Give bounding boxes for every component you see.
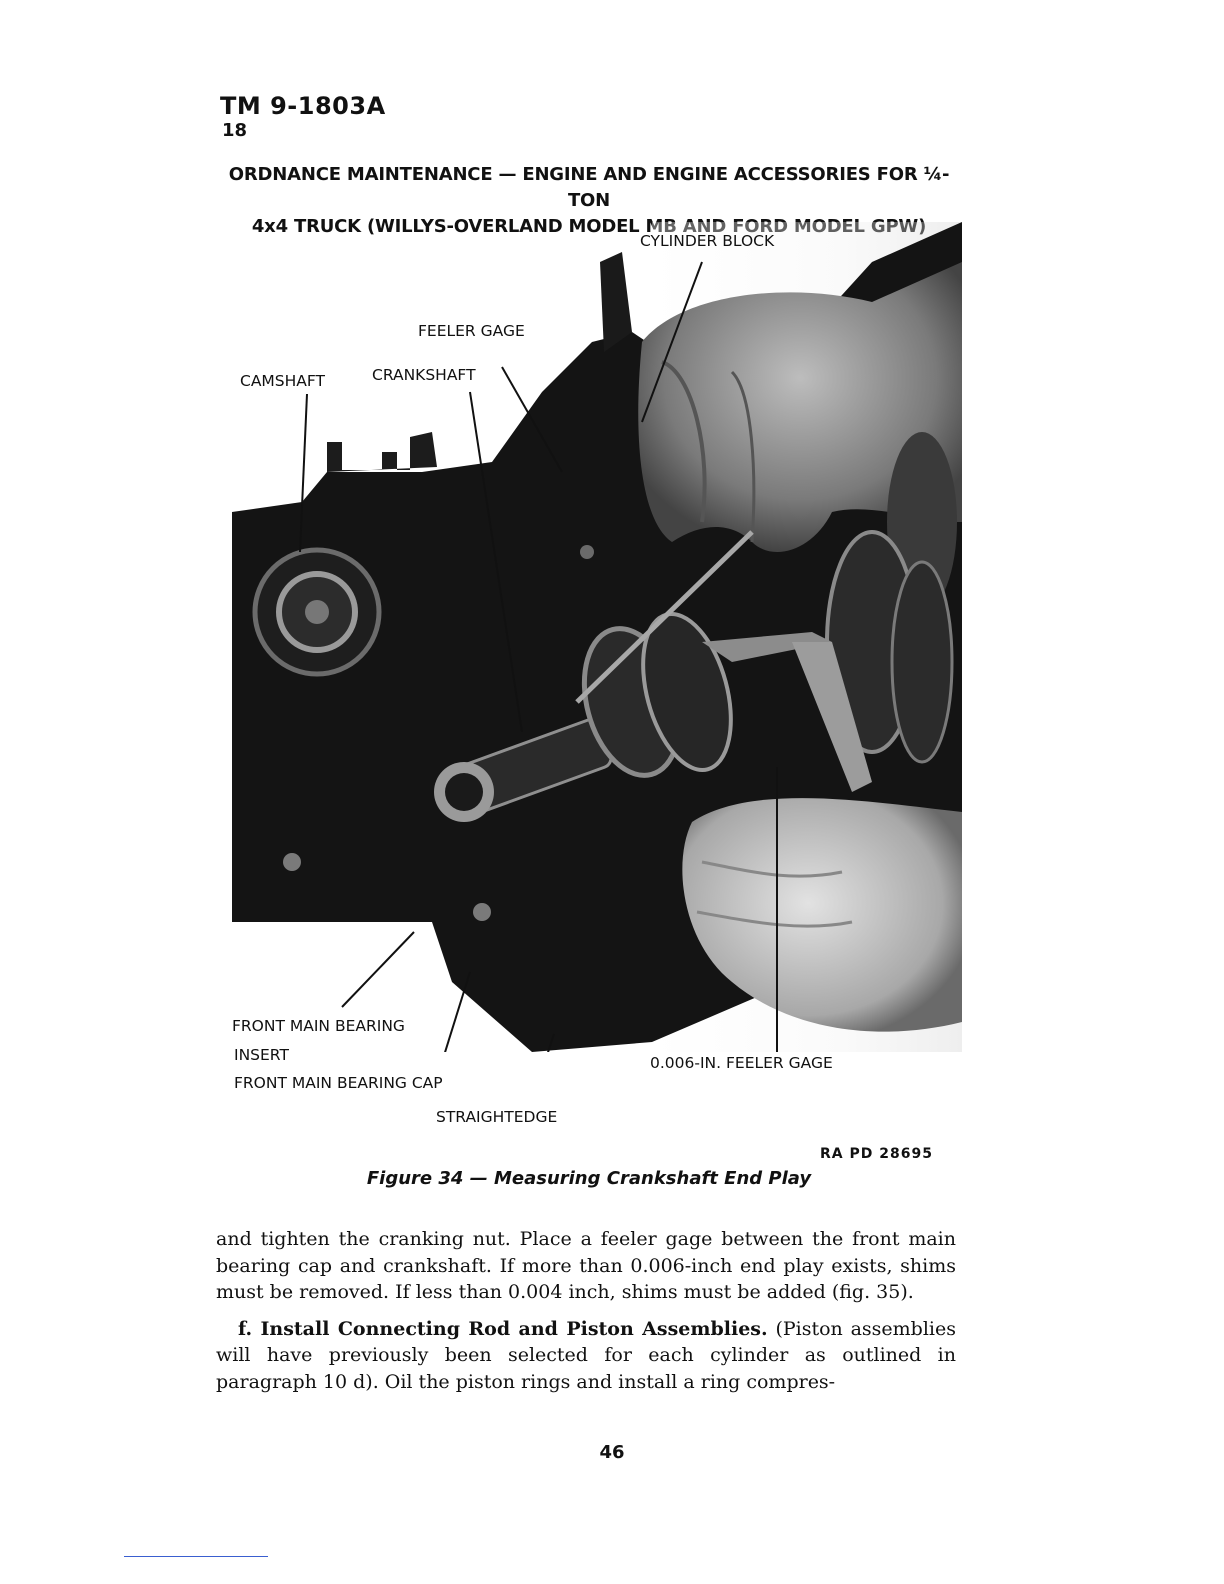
callout-cylinder-block: CYLINDER BLOCK bbox=[640, 232, 775, 250]
heading-line-2: 4x4 TRUCK (WILLYS-OVERLAND MODEL MB AND FORD MODEL GPW) bbox=[251, 216, 927, 237]
ra-number: RA PD 28695 bbox=[820, 1146, 933, 1162]
callout-insert: INSERT bbox=[234, 1046, 289, 1064]
body-paragraph-2 bbox=[216, 1316, 956, 1396]
paragraph-number: 18 bbox=[222, 120, 248, 141]
callout-camshaft: CAMSHAFT bbox=[240, 372, 326, 390]
figure-photograph bbox=[232, 222, 962, 1052]
step-f-text: (Piston assemblies will have previously been selected for each cylinder as outlined in paragraph 10 d). Oil the piston rings and install a ring compres- bbox=[216, 1317, 956, 1393]
heading-line-1: ORDNANCE MAINTENANCE — ENGINE AND ENGINE ACCESSORIES FOR ¼-TON bbox=[228, 164, 950, 211]
callout-front-main-bearing: FRONT MAIN BEARING bbox=[232, 1017, 405, 1035]
footnote-rule bbox=[124, 1556, 268, 1557]
callout-feeler-gage-006: 0.006-IN. FEELER GAGE bbox=[650, 1054, 833, 1072]
callout-straightedge: STRAIGHTEDGE bbox=[436, 1108, 558, 1126]
step-f-heading: f. Install Connecting Rod and Piston Assemblies. bbox=[238, 1317, 768, 1340]
body-paragraph-1: and tighten the cranking nut. Place a feeler gage between the front main bearing cap and crankshaft. If more than 0.006-inch end play exists, shims must be removed. If less than 0.004 inch, shims must be added (fig. 35). bbox=[216, 1228, 956, 1303]
callout-feeler-gage: FEELER GAGE bbox=[418, 322, 525, 340]
page-number: 46 bbox=[599, 1442, 625, 1463]
callout-crankshaft: CRANKSHAFT bbox=[372, 366, 476, 384]
callout-front-main-bearing-cap: FRONT MAIN BEARING CAP bbox=[234, 1074, 443, 1092]
body-text bbox=[216, 1226, 956, 1405]
figure-caption: Figure 34 — Measuring Crankshaft End Play bbox=[366, 1168, 812, 1189]
manual-number: TM 9-1803A bbox=[220, 92, 386, 120]
